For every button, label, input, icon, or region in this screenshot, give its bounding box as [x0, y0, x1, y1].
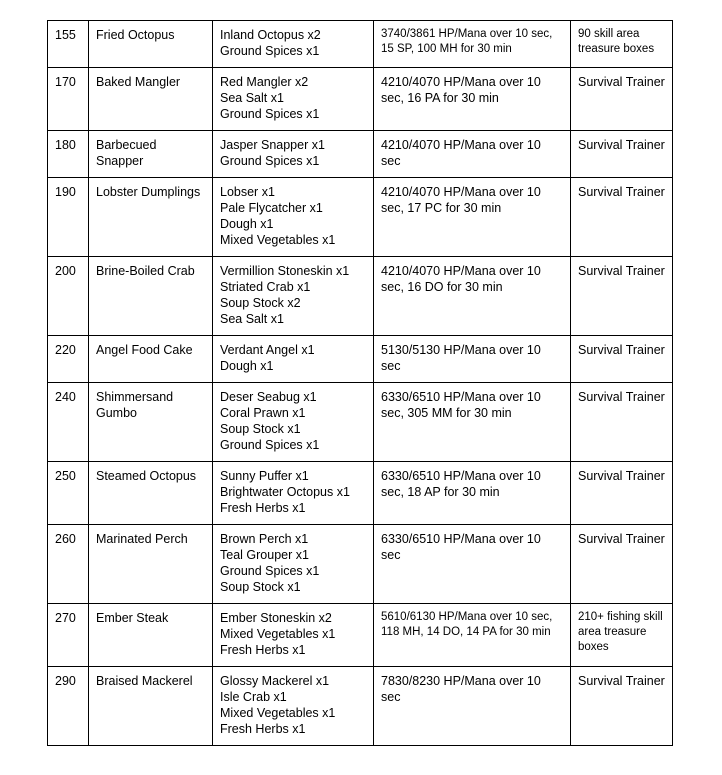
table-row	[48, 257, 673, 336]
ingredient-item: Soup Stock x1	[220, 422, 301, 436]
ingredient-item: Jasper Snapper x1	[220, 138, 325, 152]
effect-cell: 5130/5130 HP/Mana over 10 sec	[374, 336, 571, 383]
source-cell: Survival Trainer	[571, 383, 673, 462]
level-cell: 270	[48, 604, 89, 667]
ingredients-cell	[213, 336, 374, 383]
recipe-name-cell: Lobster Dumplings	[89, 178, 213, 257]
level-cell: 250	[48, 462, 89, 525]
source-cell: 210+ fishing skill area treasure boxes	[571, 604, 673, 667]
ingredient-item: Ground Spices x1	[220, 438, 320, 452]
effect-cell: 4210/4070 HP/Mana over 10 sec, 16 DO for 30 min	[374, 257, 571, 336]
ingredients-cell	[213, 257, 374, 336]
ingredient-item: Pale Flycatcher x1	[220, 201, 323, 215]
recipe-name-cell: Angel Food Cake	[89, 336, 213, 383]
ingredient-item: Brown Perch x1	[220, 532, 309, 546]
table-row	[48, 336, 673, 383]
table-row	[48, 525, 673, 604]
ingredients-cell	[213, 131, 374, 178]
ingredients-cell	[213, 604, 374, 667]
recipe-name-cell: Brine-Boiled Crab	[89, 257, 213, 336]
recipe-table	[47, 20, 673, 746]
ingredient-item: Deser Seabug x1	[220, 390, 317, 404]
recipe-name-cell: Marinated Perch	[89, 525, 213, 604]
ingredient-item: Glossy Mackerel x1	[220, 674, 330, 688]
ingredient-item: Soup Stock x2	[220, 296, 301, 310]
effect-cell: 4210/4070 HP/Mana over 10 sec, 16 PA for 30 min	[374, 68, 571, 131]
recipe-name-cell: Shimmersand Gumbo	[89, 383, 213, 462]
ingredient-item: Sea Salt x1	[220, 312, 284, 326]
source-cell: Survival Trainer	[571, 462, 673, 525]
ingredient-item: Mixed Vegetables x1	[220, 627, 336, 641]
recipe-name-cell: Barbecued Snapper	[89, 131, 213, 178]
source-cell: 90 skill area treasure boxes	[571, 21, 673, 68]
recipe-table-body	[48, 21, 673, 746]
ingredient-item: Coral Prawn x1	[220, 406, 306, 420]
table-row	[48, 383, 673, 462]
ingredient-item: Mixed Vegetables x1	[220, 706, 336, 720]
ingredient-item: Ground Spices x1	[220, 44, 320, 58]
ingredient-item: Red Mangler x2	[220, 75, 309, 89]
level-cell: 220	[48, 336, 89, 383]
table-row	[48, 178, 673, 257]
ingredient-item: Inland Octopus x2	[220, 28, 321, 42]
ingredient-item: Fresh Herbs x1	[220, 643, 306, 657]
level-cell: 240	[48, 383, 89, 462]
source-cell: Survival Trainer	[571, 336, 673, 383]
ingredient-item: Verdant Angel x1	[220, 343, 315, 357]
ingredient-item: Lobser x1	[220, 185, 275, 199]
source-cell: Survival Trainer	[571, 131, 673, 178]
effect-cell: 7830/8230 HP/Mana over 10 sec	[374, 667, 571, 746]
effect-cell: 6330/6510 HP/Mana over 10 sec	[374, 525, 571, 604]
ingredient-item: Sea Salt x1	[220, 91, 284, 105]
recipe-name-cell: Steamed Octopus	[89, 462, 213, 525]
level-cell: 170	[48, 68, 89, 131]
ingredient-item: Ember Stoneskin x2	[220, 611, 332, 625]
source-cell: Survival Trainer	[571, 68, 673, 131]
table-row	[48, 21, 673, 68]
ingredient-item: Ground Spices x1	[220, 154, 320, 168]
table-row	[48, 68, 673, 131]
ingredients-cell	[213, 667, 374, 746]
effect-cell: 6330/6510 HP/Mana over 10 sec, 18 AP for 30 min	[374, 462, 571, 525]
ingredient-item: Vermillion Stoneskin x1	[220, 264, 350, 278]
level-cell: 180	[48, 131, 89, 178]
recipe-name-cell: Braised Mackerel	[89, 667, 213, 746]
effect-cell: 6330/6510 HP/Mana over 10 sec, 305 MM for 30 min	[374, 383, 571, 462]
ingredient-item: Mixed Vegetables x1	[220, 233, 336, 247]
ingredient-item: Brightwater Octopus x1	[220, 485, 350, 499]
level-cell: 290	[48, 667, 89, 746]
ingredients-cell	[213, 68, 374, 131]
effect-cell: 5610/6130 HP/Mana over 10 sec, 118 MH, 14 DO, 14 PA for 30 min	[374, 604, 571, 667]
level-cell: 155	[48, 21, 89, 68]
source-cell: Survival Trainer	[571, 178, 673, 257]
table-row	[48, 131, 673, 178]
recipe-name-cell: Fried Octopus	[89, 21, 213, 68]
effect-cell: 3740/3861 HP/Mana over 10 sec, 15 SP, 100 MH for 30 min	[374, 21, 571, 68]
table-row	[48, 604, 673, 667]
source-cell: Survival Trainer	[571, 667, 673, 746]
ingredients-cell	[213, 525, 374, 604]
ingredient-item: Teal Grouper x1	[220, 548, 309, 562]
table-row	[48, 462, 673, 525]
ingredients-cell	[213, 462, 374, 525]
ingredient-item: Fresh Herbs x1	[220, 722, 306, 736]
source-cell: Survival Trainer	[571, 525, 673, 604]
ingredient-item: Ground Spices x1	[220, 564, 320, 578]
ingredient-item: Dough x1	[220, 359, 274, 373]
recipe-name-cell: Baked Mangler	[89, 68, 213, 131]
ingredient-item: Fresh Herbs x1	[220, 501, 306, 515]
source-cell: Survival Trainer	[571, 257, 673, 336]
effect-cell: 4210/4070 HP/Mana over 10 sec	[374, 131, 571, 178]
ingredient-item: Soup Stock x1	[220, 580, 301, 594]
recipe-name-cell: Ember Steak	[89, 604, 213, 667]
ingredient-item: Isle Crab x1	[220, 690, 287, 704]
level-cell: 200	[48, 257, 89, 336]
level-cell: 260	[48, 525, 89, 604]
ingredient-item: Sunny Puffer x1	[220, 469, 309, 483]
ingredient-item: Dough x1	[220, 217, 274, 231]
ingredients-cell	[213, 383, 374, 462]
ingredient-item: Ground Spices x1	[220, 107, 320, 121]
effect-cell: 4210/4070 HP/Mana over 10 sec, 17 PC for 30 min	[374, 178, 571, 257]
ingredients-cell	[213, 21, 374, 68]
table-row	[48, 667, 673, 746]
ingredients-cell	[213, 178, 374, 257]
ingredient-item: Striated Crab x1	[220, 280, 311, 294]
level-cell: 190	[48, 178, 89, 257]
